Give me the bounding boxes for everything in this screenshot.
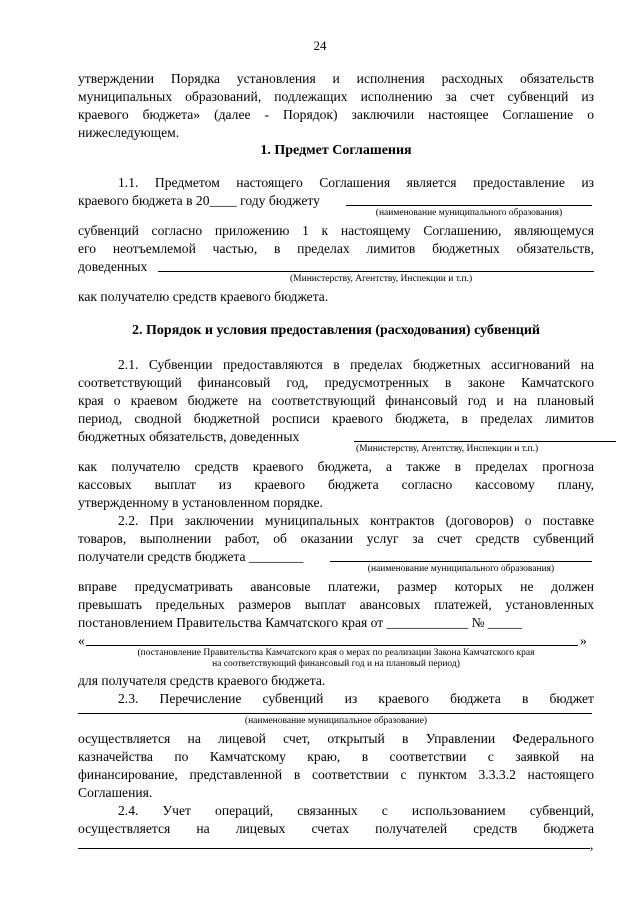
caption-ministry: (Министерству, Агентству, Инспекции и т.п.) xyxy=(356,444,539,454)
blank-line xyxy=(346,205,592,206)
intro-line-2: муниципальных образований, подлежащих исполнению за счет субвенций из xyxy=(78,89,594,104)
para-2-1-line-1: 2.1. Субвенции предоставляются в пределах бюджетных ассигнований на xyxy=(118,357,594,372)
para-1-1-line-2: краевого бюджета в 20____ году бюджету xyxy=(78,193,320,208)
para-2-3-line-3: казначейства по Камчатскому краю, в соответствии с заявкой на xyxy=(78,749,594,764)
blank-line xyxy=(78,848,590,849)
para-2-3-line-1: 2.3. Перечисление субвенций из краевого бюджета в бюджет xyxy=(118,691,594,706)
blank-line xyxy=(158,271,594,272)
para-2-2-line-6: постановлением Правительства Камчатского края от ____________ № _____ xyxy=(78,615,522,630)
page-number: 24 xyxy=(313,38,327,53)
para-2-1-line-5: бюджетных обязательств, доведенных xyxy=(78,429,300,444)
caption-municipality: (наименование муниципального образования) xyxy=(367,564,555,574)
para-2-2-line-1: 2.2. При заключении муниципальных контрактов (договоров) о поставке xyxy=(118,513,594,528)
para-2-1-line-3: края о краевом бюджете на соответствующий финансовый год и на плановый xyxy=(78,393,594,408)
para-2-3-line-4: финансирование, представленной в соответствии с пунктом 3.3.3.2 настоящего xyxy=(78,767,594,782)
para-1-1-line-5: доведенных xyxy=(78,259,148,274)
para-1-1-line-6: как получателю средств краевого бюджета. xyxy=(78,289,329,304)
blank-line xyxy=(78,713,592,714)
para-2-1-line-4: период, сводной бюджетной росписи краевого бюджета, в пределах лимитов xyxy=(78,411,594,426)
para-2-1-line-6: как получателю средств краевого бюджета, а также в пределах прогноза xyxy=(78,459,594,474)
intro-line-3: краевого бюджета» (далее - Порядок) заключили настоящее Соглашение о xyxy=(78,107,594,122)
caption-resolution-line-2: на соответствующий финансовый год и на плановый период) xyxy=(212,659,460,669)
para-2-3-line-2: осуществляется на лицевой счет, открытый в Управлении Федерального xyxy=(78,731,594,746)
caption-municipality-2: (наименование муниципальное образование) xyxy=(244,716,428,726)
para-2-3-line-5: Соглашения. xyxy=(78,785,153,800)
intro-line-4: нижеследующем. xyxy=(78,125,180,140)
para-2-2-line-2: товаров, выполнении работ, об оказании услуг за счет средств субвенций xyxy=(78,531,594,546)
caption-resolution-line-1: (постановление Правительства Камчатского края о мерах по реализации Закона Камчатского края xyxy=(137,648,535,658)
blank-line xyxy=(86,645,578,646)
para-1-1-line-3: субвенций согласно приложению 1 к настоящему Соглашению, являющемуся xyxy=(78,223,594,238)
section-2-heading: 2. Порядок и условия предоставления (расходования) субвенций xyxy=(132,323,540,338)
para-2-2-line-7-open-quote: « xyxy=(78,633,85,648)
blank-line xyxy=(354,441,616,442)
para-2-2-line-3: получатели средств бюджета ________ xyxy=(78,549,304,564)
para-1-1-line-1: 1.1. Предметом настоящего Соглашения является предоставление из xyxy=(118,175,594,190)
section-1-heading: 1. Предмет Соглашения xyxy=(260,143,412,158)
para-2-2-line-8: для получателя средств краевого бюджета. xyxy=(78,673,326,688)
para-2-1-line-8: утвержденному в установленном порядке. xyxy=(78,495,323,510)
para-2-1-line-7: кассовых выплат из краевого бюджета согласно кассовому плану, xyxy=(78,477,594,492)
para-2-4-line-3-comma: , xyxy=(590,837,594,852)
blank-line xyxy=(330,561,592,562)
para-2-2-line-4: вправе предусматривать авансовые платежи, размер которых не должен xyxy=(78,579,594,594)
para-2-4-line-2: осуществляется на лицевых счетах получателей средств бюджета xyxy=(78,821,594,836)
para-2-2-line-7-close-quote: » xyxy=(580,633,587,648)
para-2-1-line-2: соответствующий финансовый год, предусмотренных в законе Камчатского xyxy=(78,375,594,390)
caption-ministry: (Министерству, Агентству, Инспекции и т.п.) xyxy=(290,274,473,284)
intro-line-1: утверждении Порядка установления и исполнения расходных обязательств xyxy=(78,71,594,86)
para-2-2-line-5: превышать предельных размеров выплат авансовых платежей, установленных xyxy=(78,597,594,612)
caption-municipality: (наименование муниципального образования) xyxy=(375,208,563,218)
para-2-4-line-1: 2.4. Учет операций, связанных с использованием субвенций, xyxy=(118,803,594,818)
para-1-1-line-4: его неотъемлемой частью, в пределах лимитов бюджетных обязательств, xyxy=(78,241,594,256)
